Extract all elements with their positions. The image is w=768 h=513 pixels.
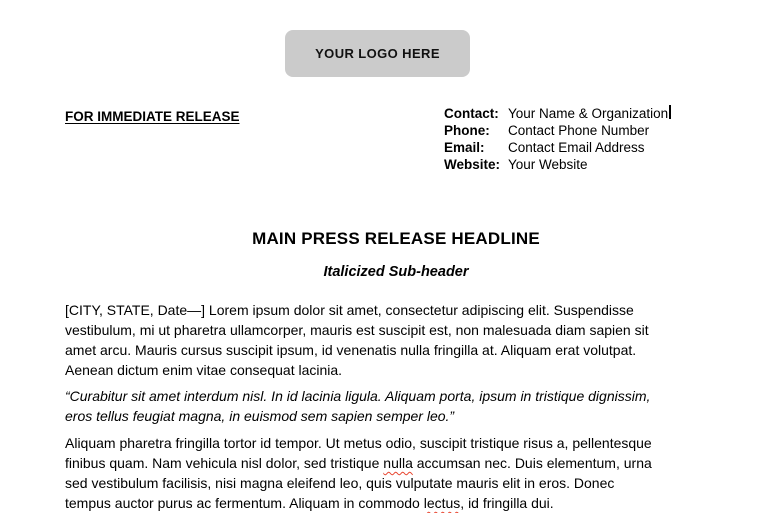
contact-row-website[interactable] [444,156,671,173]
logo-placeholder[interactable] [285,30,470,77]
release-line[interactable]: FOR IMMEDIATE RELEASE [65,109,240,124]
contact-row-email[interactable] [444,139,671,156]
headline[interactable]: MAIN PRESS RELEASE HEADLINE [252,229,540,248]
contact-label: Phone: [444,123,490,138]
text-line: amet arcu. Mauris cursus suscipit ipsum, id venenatis nulla fringilla at. Aliquam erat volutpat. [65,342,637,358]
contact-row-phone[interactable] [444,122,671,139]
text-segment: , id fringilla dui. [460,495,554,511]
contact-block[interactable] [444,105,671,173]
quote-paragraph[interactable] [65,386,729,426]
contact-label: Website: [444,157,501,172]
text-line: vestibulum, mi ut pharetra ullamcorper, mauris est suscipit est, non malesuada diam sapien sit [65,322,649,338]
contact-value: Your Name & Organization [508,106,669,121]
body-paragraph-2[interactable] [65,433,729,513]
text-line: [CITY, STATE, Date—] Lorem ipsum dolor sit amet, consectetur adipiscing elit. Suspendisse [65,302,634,318]
body-paragraph-1[interactable] [65,300,729,380]
text-segment: finibus quam. Nam vehicula nisl dolor, sed tristique [65,455,384,471]
text-line: Aliquam pharetra fringilla tortor id tempor. Ut metus odio, suscipit tristique risus a, pellentesque [65,435,652,451]
text-segment: tempus auctor purus ac fermentum. Aliquam in commodo [65,495,424,511]
misspelled-word[interactable]: lectus [423,495,461,511]
text-line: “Curabitur sit amet interdum nisl. In id lacinia ligula. Aliquam porta, ipsum in tristique dignissim, [65,388,651,404]
misspelled-word[interactable]: nulla [383,455,413,471]
text-segment: accumsan nec. Duis elementum, urna [412,455,652,471]
contact-value: Your Website [508,157,588,172]
text-caret [669,105,671,119]
text-line: sed vestibulum facilisis, nisi magna eleifend leo, quis vulputate mauris elit in eros. Donec [65,475,615,491]
text-line [65,453,729,473]
text-line: eros tellus feugiat magna, in euismod sem sapien semper leo.” [65,408,455,424]
contact-row-contact[interactable] [444,105,671,122]
text-line [65,493,729,513]
contact-label: Email: [444,140,485,155]
contact-value: Contact Email Address [508,140,645,155]
subheader[interactable]: Italicized Sub-header [323,264,469,280]
text-line: Aenean dictum enim vitae consequat lacinia. [65,362,343,378]
contact-value: Contact Phone Number [508,123,650,138]
logo-placeholder-label: YOUR LOGO HERE [315,46,440,61]
contact-label: Contact: [444,106,499,121]
